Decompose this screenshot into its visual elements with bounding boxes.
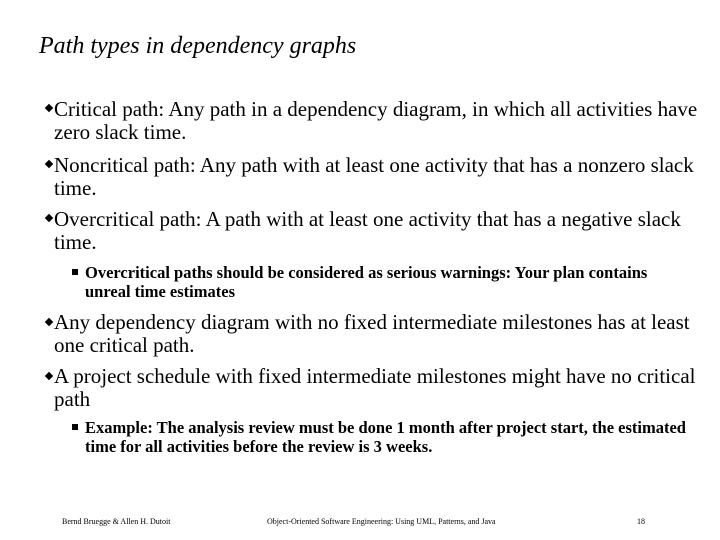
square-bullet-icon [72,424,78,430]
bullet-term: Critical path: [54,97,165,121]
bullet-noncritical-path [54,154,704,200]
slide-title: Path types in dependency graphs [39,33,357,59]
diamond-bullet-icon [45,318,53,326]
footer-page-number: 18 [637,517,645,526]
bullet-critical-path [54,98,704,144]
bullet-text: A path with at least one activity that has a negative slack time. [54,207,681,254]
square-bullet-icon [72,269,78,275]
footer-book-title: Object-Oriented Software Engineering: Using UML, Patterns, and Java [267,517,496,526]
bullet-text: Any path with at least one activity that has a nonzero slack time. [54,153,694,200]
footer-authors: Bernd Bruegge & Allen H. Dutoit [62,517,171,526]
diamond-bullet-icon [45,160,53,168]
diamond-bullet-icon [45,214,53,222]
bullet-critical-path-exists: Any dependency diagram with no fixed intermediate milestones has at least one critical path. [54,310,690,357]
subbullet-warning: Overcritical paths should be considered as serious warnings: Your plan contains unreal time estimates [85,263,648,301]
bullet-term: Noncritical path: [54,153,196,177]
bullet-no-critical-path: A project schedule with fixed intermediate milestones might have no critical path [54,364,696,411]
bullet-text: Any path in a dependency diagram, in which all activities have zero slack time. [54,97,698,144]
diamond-bullet-icon [45,104,53,112]
diamond-bullet-icon [45,372,53,380]
bullet-overcritical-path [54,208,704,254]
bullet-term: Overcritical path: [54,207,202,231]
subbullet-example: Example: The analysis review must be done 1 month after project start, the estimated time for all activities before the review is 3 weeks. [85,418,686,456]
